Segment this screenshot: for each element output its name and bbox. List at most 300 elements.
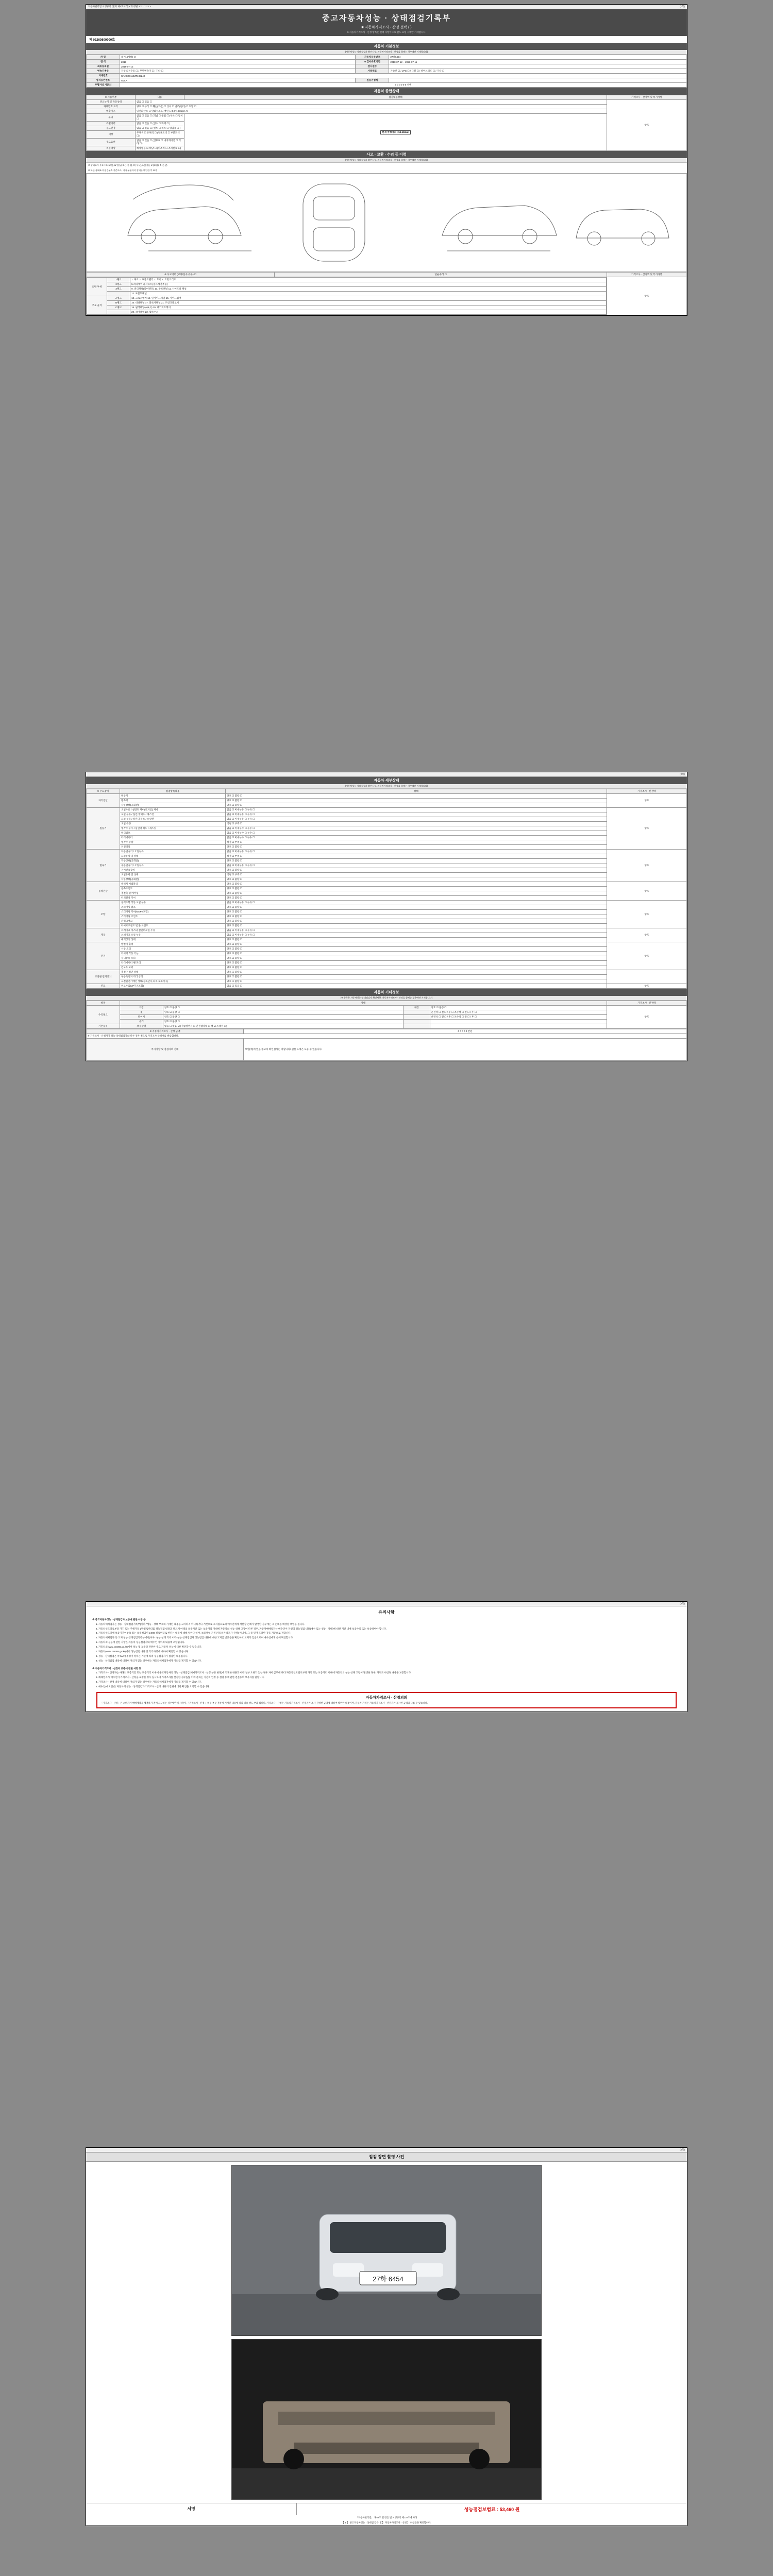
- detail-item-4-1: 스티어링 펌프: [120, 905, 226, 910]
- others-k1-2: 타이어: [120, 1015, 163, 1020]
- detail-item-5-2: 배력장치 상태: [120, 938, 226, 942]
- detail-state-7-1: 양호 ☐ 불량 ☐: [226, 975, 607, 979]
- table-row: [87, 863, 687, 868]
- accident-detail-table: [86, 272, 687, 315]
- detail-item-6-0: 발전기 출력: [120, 942, 226, 947]
- table-row: [87, 910, 687, 914]
- sheet-4: [86, 2147, 687, 2526]
- detail-group-3: 동력전달: [87, 882, 120, 901]
- detail-section-title: 자동차 세부상태: [86, 777, 687, 784]
- others-v1-4: 없음 ☐ 있음 ☑ (취급설명서 ☑ 안전삼각대 ☑ 잭 ☑ 스패너 ☑): [163, 1024, 404, 1029]
- table-row: [87, 836, 687, 840]
- overall-col-1: 내용: [136, 95, 184, 100]
- damage-parts-7: 20. 리어패널 22. 휠하우스: [130, 310, 607, 315]
- basic-label2-0: 자동차등록번호: [356, 55, 389, 60]
- detail-item-1-7: 냉각수 수량: [120, 840, 226, 845]
- basic-label2-1: ◈ 검사유효기간: [356, 60, 389, 64]
- damage-rank-table: [87, 277, 607, 315]
- table-row: [87, 914, 687, 919]
- table-row: [87, 306, 607, 310]
- detail-item-5-1: 브레이크 오일 누유: [120, 933, 226, 938]
- others-k2-1: [404, 1010, 430, 1015]
- detail-state-1-7: 적정 ☑ 부족 ☐: [226, 840, 607, 845]
- notice-1-item: 4. 자동차해체업자 등 고지/성능·상태점검기록부에서(이하 "성능·상태 기록 이력(성능·상태점검자 성능점검 내용에 대한 고지를 받았음을 확인하고 고지가 있음으로써 매수인에게 손해 확인합니다.: [98, 1636, 675, 1640]
- table-row: [87, 877, 687, 882]
- damage-parts-6: 18. 필러패널(A,B,C) 19. 패키지트레이: [130, 306, 607, 310]
- detail-state-5-1: 없음 ☑ 미세누유 ☐ 누유 ☐: [226, 933, 607, 938]
- table-row: [87, 952, 687, 956]
- detail-item-2-2: 작동상태(공회전): [120, 859, 226, 863]
- detail-item-4-0: 동력조향 작동 오일 누유: [120, 901, 226, 905]
- detail-item-4-3: 스티어링 조인트: [120, 914, 226, 919]
- table-row: [87, 975, 687, 979]
- detail-state-3-3: 양호 ☑ 불량 ☐: [226, 896, 607, 901]
- overall-mid-0: 없음 ☑ 있음 ☐: [136, 100, 607, 105]
- notice-2-item: 1. 가격조사 · 산정자는 아래의 보증기간 또는 보증거리 이내에 중고자동차의 성능 · 상태점검(매매가격조사 · 산정 부분 한정)에 기재한 내용과 아래 일부 오류가 있는 경우 차이 금액에 따라 자동차인도일로부터 가기 또는 보증거리 이내에 자동차의 성능·상태 고장이 발생한 경우, 가격조사/산정 내용을 보증합니다.: [98, 1671, 675, 1675]
- page-number-3: (3쪽): [680, 1602, 685, 1605]
- notice-1-item: 3. 자동차인도일에 보증기간이 (시) 있는 보증책임이 2,000 킬로미터로 한다는 내용에 대해서 한다 하여, 보증책임 근원(자동차가격조사·산정) 이내에, 그 중 먼저 도래한 것을 기준으로 정합니다.: [98, 1632, 675, 1635]
- detail-state-5-2: 양호 ☑ 불량 ☐: [226, 938, 607, 942]
- damage-rank-1: 2랭크: [107, 282, 130, 287]
- page-number-1: (1쪽): [680, 5, 685, 8]
- table-row: [87, 850, 687, 854]
- detail-item-8-0: 연료누출(LP가스포함): [120, 984, 226, 989]
- overall-col-0: ※ 사용여부: [87, 95, 136, 100]
- overall-mid-7: 없음 ☑ 있음 ☐ (선루프 ☐ 내비게이션 ☐ 기타 ☐): [136, 139, 184, 146]
- others-group-basic: 기본품목: [87, 1024, 120, 1029]
- overall-name-8: 리콜대상: [87, 146, 136, 151]
- footer-line-1: 「자동차관리법」 제58조 및 같은 법 시행규칙 제120조에 따라: [356, 2516, 417, 2519]
- detail-state-8-0: 없음 ☑ 있음 ☐: [226, 984, 607, 989]
- detail-state-1-4: 없음 ☑ 미세누수 ☐ 누수 ☐: [226, 826, 607, 831]
- detail-item-5-0: 브레이크 마스터 실린더오일 누유: [120, 928, 226, 933]
- detail-item-6-5: 윈도우 모터: [120, 965, 226, 970]
- table-row: [87, 799, 687, 803]
- page-number-4: (4쪽): [680, 2148, 685, 2151]
- detail-item-6-3: 실내송풍 모터: [120, 956, 226, 961]
- detail-group-0: 자기진단: [87, 794, 120, 808]
- accident-mid-title: 단순수리 ☐: [275, 273, 607, 277]
- detail-item-2-0: 자동변속기 / 오일누유: [120, 850, 226, 854]
- others-col-1: 상태: [120, 1001, 607, 1006]
- damage-rank-4: A랭크: [107, 296, 130, 301]
- odometer-digits: 0 0 0 0 0 0 선택: [120, 83, 687, 88]
- detail-col-3: 가격조사 · 산정액: [607, 789, 687, 794]
- table-row: [87, 919, 687, 924]
- others-col-2: 가격조사 · 산정액: [607, 1001, 687, 1006]
- detail-state-6-0: 양호 ☑ 불량 ☐: [226, 942, 607, 947]
- table-row: [87, 970, 687, 975]
- overall-mid-8: 해당없음 ☑ 해당 ☐ (미조치 ☐ 조치완료 ☐): [136, 146, 184, 151]
- table-row: [87, 965, 687, 970]
- redbox-body: 「가격조사 · 산정」은 소비자가 매매계약을 체결하기 전에 요구하는 경우에만 실시하며, 「가격조사 · 산정」 비용 부분 전문에 기재된 내용에 따라 비용 별도 부과 됩니다. 가격조사 · 산정은 자동차가격조사 · 산정자가 조사·산정한 금액에 대하여 확인한 내용이며, 자동차 가격은 자동차가격조사 · 산정자가 제시한 금액과 다를 수 있습니다.: [100, 1701, 428, 1704]
- detail-item-2-3: 수동변속기 / 오일누유: [120, 863, 226, 868]
- notice-1-item: 9. 성능 · 상태점검 내용에 대하여 이의가 있는 경우에는 자동차해체업자에게 이의를 제기할 수 있습니다.: [98, 1659, 675, 1663]
- table-row: [87, 60, 687, 64]
- detail-col-0: ※ 주요장치: [87, 789, 120, 794]
- detail-item-1-6: 라디에이터: [120, 836, 226, 840]
- notice-list-2: [98, 1671, 675, 1689]
- basic-value-5: G3LA: [120, 78, 356, 83]
- detail-state-4-1: 양호 ☑ 불량 ☐: [226, 905, 607, 910]
- damage-group-0: 외판 부위: [87, 278, 107, 296]
- table-row: [87, 873, 687, 877]
- basic-section-title: 자동차 기본정보: [86, 43, 687, 50]
- detail-item-1-8: 커먼레일: [120, 845, 226, 850]
- vehicle-photo-underbody: [231, 2339, 542, 2500]
- damage-group-1: 주요 골격: [87, 296, 107, 315]
- document-number: 제 02260800900호: [86, 36, 687, 43]
- detail-state-2-1: 적정 ☑ 부족 ☐: [226, 854, 607, 859]
- table-row: [87, 859, 687, 863]
- detail-item-6-1: 시동 모터: [120, 947, 226, 952]
- basic-label-0: 차 명: [87, 55, 120, 60]
- remarks-label: 특기사항 및 점검자의 견해: [87, 1039, 244, 1061]
- table-row: [87, 74, 687, 78]
- basic-label2-3: 사용연료: [356, 69, 389, 74]
- others-k2-3: [404, 1020, 430, 1024]
- detail-item-6-2: 와이퍼 작동 기능: [120, 952, 226, 956]
- overall-mid-3: 없음 ☑ 있음 ☐ (적법 ☐ 불법 ☐) 구조 ☐ 장치 ☐: [136, 114, 184, 122]
- price-survey-request-box: [96, 1692, 677, 1708]
- signature-label: 서명: [86, 2503, 297, 2515]
- table-row: [87, 282, 607, 287]
- detail-state-1-3: 적정 ☑ 부족 ☐: [226, 822, 607, 826]
- notice-2-item: 3. 가격조사 · 산정 내용에 대하여 이의가 있는 경우에는 자동차해체업자에게 이의를 제기할 수 있습니다.: [98, 1681, 675, 1684]
- detail-item-7-2: 고전원전기배선 상태(접속단자,피복,보호기구): [120, 979, 226, 984]
- others-col-0: 항목: [87, 1001, 120, 1006]
- document-title: 중고자동차성능 · 상태점검기록부: [322, 14, 451, 23]
- notice-2-item: 2. 해체업자가 매수인이 가격조사 · 산정을 요청한 경우 실시하며 가격조사를 산정한 경우(단), 이에 준하는 기관의 인정 등 점검 등에 관한 전문능력 보유자를 말합니다.: [98, 1676, 675, 1680]
- table-row: [87, 942, 687, 947]
- damage-rank-6: C랭크: [107, 306, 130, 310]
- damage-parts-3: 12. 프론트패널: [130, 292, 607, 296]
- table-row: [87, 845, 687, 850]
- detail-state-3-0: 양호 ☑ 불량 ☐: [226, 882, 607, 887]
- others-section-title: 자동차 기타정보: [86, 989, 687, 996]
- detail-price-8: 양호: [607, 984, 687, 989]
- notice-1-item: 8. 성능 · 상태점검은 국토교통부령이 정하는 기준에 따라 성능점검자가 점검한 내용입니다.: [98, 1655, 675, 1658]
- detail-item-2-5: 오일유량 및 상태: [120, 873, 226, 877]
- damage-rank-5: B랭크: [107, 301, 130, 306]
- license-plate-text: 27하 6454: [373, 2275, 404, 2283]
- detail-state-3-2: 양호 ☑ 불량 ☐: [226, 891, 607, 896]
- detail-item-1-2: 오일 누유 / 실린더 블록 / 오일팬: [120, 817, 226, 822]
- others-k2-4: [404, 1024, 430, 1029]
- overall-name-3: 튜닝: [87, 114, 136, 122]
- notice-1-item: 7. 자동차(www.car365.go.kr)에서 성능점검 내용 및 특기사항에 대하여 확인할 수 있습니다.: [98, 1650, 675, 1654]
- table-row: [87, 887, 687, 891]
- overall-mid-1: 양호 ☑ 부식 ☐ 훼손(오손) ☐ 상이 ☐ 변조(변타) ☐ 도말 ☐: [136, 105, 607, 109]
- basic-value2-2: [389, 64, 687, 69]
- table-row: [87, 817, 687, 822]
- basic-label-4: 차대번호: [87, 74, 120, 78]
- remarks-text: 보험(에)에 있을/중고차 확인검사는 바랍니다! 권한 도게은 모등 수 있습니다!: [244, 1039, 687, 1061]
- detail-item-1-0: 오일누유 / 실린더 커버(로커암) 커버: [120, 808, 226, 812]
- detail-state-2-6: 양호 ☑ 불량 ☐: [226, 877, 607, 882]
- detail-item-4-5: 타이로드엔드 및 볼 조인트: [120, 924, 226, 928]
- table-row: [87, 822, 687, 826]
- detail-group-5: 제동: [87, 928, 120, 942]
- form-reference: 자동차관리법 시행규칙 [별지 제5호서식] <개 정판 2021.7.13.>: [88, 5, 151, 8]
- basic-section-note: (자동차성능·상태점검자 확인사항, 자동차가격조사 · 산정을 함께는 경우에만 기재합니다): [86, 50, 687, 55]
- basic-value2-5: [389, 78, 687, 83]
- odometer-note: [184, 114, 607, 151]
- overall-col-3: 가격조사 · 산정액 및 특기사항: [607, 95, 687, 100]
- overall-mid-5: 없음 ☑ 있음 ☐ (렌트 ☐ 리스 ☐ 영업용 ☐ ): [136, 126, 184, 131]
- table-row: [87, 1020, 687, 1024]
- others-k1-0: 외장: [120, 1006, 163, 1010]
- table-row: [87, 896, 687, 901]
- damage-parts-1: 5.라디에이터 서포트(볼트체결부품): [130, 282, 607, 287]
- damage-parts-5: 16. 대쉬패널 17. 플로어패널 21. 트렁크플로어: [130, 301, 607, 306]
- photo-section-title: 점검 장면 촬영 사진: [86, 2153, 687, 2162]
- detail-state-2-4: 양호 ☑ 불량 ☐: [226, 868, 607, 873]
- basic-value-0: 레이(4세대) ②: [120, 55, 356, 60]
- car-damage-diagram: [86, 173, 687, 272]
- sheet1-topbar: [86, 5, 687, 9]
- detail-state-6-2: 양호 ☑ 불량 ☐: [226, 952, 607, 956]
- overall-name-5: 용도변경: [87, 126, 136, 131]
- damage-rank-0: 1랭크: [107, 278, 130, 282]
- sheet-1: [86, 4, 687, 316]
- table-row: [87, 938, 687, 942]
- damage-parts-4: 13. 크로스멤버 14. 인사이드패널 15. 사이드멤버: [130, 296, 607, 301]
- basic-label2-2: 검사원수: [356, 64, 389, 69]
- detail-state-4-0: 없음 ☑ 미세누유 ☐ 누유 ☐: [226, 901, 607, 905]
- table-row: [87, 69, 687, 74]
- table-row: [87, 891, 687, 896]
- others-v1-2: 양호 ☑ 불량 ☐: [163, 1015, 404, 1020]
- table-row: [87, 1006, 687, 1010]
- notice-list-1: [98, 1623, 675, 1663]
- basic-label-5: 형식승인번호: [87, 78, 120, 83]
- detail-state-table: [86, 789, 687, 989]
- detail-group-6: 전기: [87, 942, 120, 970]
- detail-state-7-0: 양호 ☐ 불량 ☐: [226, 970, 607, 975]
- others-v1-0: 양호 ☑ 불량 ☐: [163, 1006, 404, 1010]
- footer-line-2: 【 Y 】 중고자동차성능 · 상태점 검은 【 】 자동차가격조사 · 산정 】 하였음을 확인합니다.: [342, 2521, 431, 2524]
- others-k1-1: 휠: [120, 1010, 163, 1015]
- detail-price-3: 양호: [607, 882, 687, 901]
- basic-label-3: 변속기종류: [87, 69, 120, 74]
- notice-1-item: 2. 자동차인도일로부터 가기 또는 주행거리 2만킬로미터를 성능점검 내용과 다르게 아래의 보증기간 또는 보증거리 이내에 자동차의 성능·상태 고장이 다른 경우, 자동차매매업자는 매수인이 자신의 성능점검 내용(매수 또는 성능 · 상태)에 대한 기간 내에 보증수리 또는 보상하여야 합니다.: [98, 1628, 675, 1631]
- damage-rank-2: 3랭크: [107, 287, 130, 292]
- detail-price-5: 양호: [607, 928, 687, 942]
- table-row: [87, 100, 687, 105]
- table-row: [87, 933, 687, 938]
- overall-table: [86, 95, 687, 151]
- others-v2-2: 운전석 ☐ 전 ☐ / 후 ☐ 조수석 ☐ 전 ☐ / 후 ☐: [430, 1015, 607, 1020]
- others-body: [87, 1006, 687, 1029]
- others-section-note: (※ 항목은 자동차성능·상태점검자 확인사항, 자동차가격조사 · 산정을 함께는 경우에만 기재합니다): [86, 996, 687, 1001]
- basic-value2-3: 가솔린 ☑ / LPG ☐ / 디젤 ☐ / 하이브리드 ☐ / 기타 ☐: [389, 69, 687, 74]
- detail-state-6-1: 양호 ☑ 불량 ☐: [226, 947, 607, 952]
- detail-state-4-4: 양호 ☑ 불량 ☐: [226, 919, 607, 924]
- notice-1-item: 6. 자동차의(wwu.car365.go.kr)에서 성능 및 보증과 관련한 주요 자동차 성능에 대한 확인할 수 있습니다.: [98, 1646, 675, 1649]
- overall-mid-4: 없음 ☑ 있음 ☐ (침수 ☐ 화재 ☐ ): [136, 122, 184, 126]
- accident-right-title: 가격조사 · 산정액 및 특기사항: [607, 273, 687, 277]
- document-header-note: ※ 자동차가격조사 · 산정 항목은 선택 사항이므로 별도 요청 시에만 기재합니다.: [347, 31, 426, 33]
- overall-mid-2: 일산화탄소 ☐ 탄화수소 ☐ 매연 ☐ 0.7% 10ppm %: [136, 109, 607, 114]
- table-row: [87, 105, 687, 109]
- damage-parts-0: 1. 후드 2. 프론트펜더 3. 도어 4. 트렁크리드: [130, 278, 607, 282]
- detail-state-5-0: 없음 ☑ 미세누유 ☐ 누유 ☐: [226, 928, 607, 933]
- table-row: [87, 64, 687, 69]
- detail-item-0-2: 작동상태(공회전): [120, 803, 226, 808]
- table-row: [87, 83, 687, 88]
- detail-state-3-1: 양호 ☑ 불량 ☐: [226, 887, 607, 891]
- detail-item-3-3: 디퍼렌셜 기어: [120, 896, 226, 901]
- table-row: [87, 808, 687, 812]
- overall-name-6: 색상: [87, 131, 136, 139]
- overall-name-1: 자체번호 표기: [87, 105, 136, 109]
- table-row: [87, 984, 687, 989]
- table-row: [87, 905, 687, 910]
- table-row: [87, 979, 687, 984]
- table-row: [87, 831, 687, 836]
- table-row: [87, 803, 687, 808]
- basic-value2-0: 27하6454: [389, 55, 687, 60]
- detail-item-2-1: 오일유량 및 상태: [120, 854, 226, 859]
- vehicle-photo-front: [231, 2165, 542, 2336]
- table-row: [87, 1029, 687, 1034]
- detail-item-1-3: 오일 유량: [120, 822, 226, 826]
- detail-col-2: 상태: [226, 789, 607, 794]
- sheet-3: [86, 1601, 687, 1712]
- detail-state-0-2: 양호 ☑ 불량 ☐: [226, 803, 607, 808]
- basic-label-6: 주행거리 기준치: [87, 83, 120, 88]
- detail-item-3-0: 클러치 어셈블리: [120, 882, 226, 887]
- document-header: [86, 9, 687, 36]
- detail-item-2-4: 기어변속장치: [120, 868, 226, 873]
- document-subtitle: ■ 자동차가격조사 · 산정 선택 ( ): [361, 26, 412, 29]
- detail-state-4-2: 양호 ☑ 불량 ☐: [226, 910, 607, 914]
- basic-value-3: 자동 ☑ / 수동 ☐ / 무단변속기 ☐ / 기타 ☐: [120, 69, 356, 74]
- detail-state-2-0: 없음 ☑ 미세누유 ☐ 누유 ☐: [226, 850, 607, 854]
- damage-parts-2: 9. 쿼터패널(리어펜더) 10. 루프패널 11. 사이드실 패널: [130, 287, 607, 292]
- accident-legend-1: ※ 상태표시 부호 : X (교환), W (판금 또는 용접), C (부식), A (흠집), U (요철), T (손상): [88, 164, 167, 166]
- table-row: [87, 301, 607, 306]
- basic-label2-5: 원동기형식: [356, 78, 389, 83]
- accident-left-title: ※ 사고이력 (교차/침수 유무) ☐: [87, 273, 275, 277]
- accident-section-title: 사고 · 교환 · 수리 등 이력: [86, 151, 687, 158]
- detail-state-0-1: 양호 ☑ 불량 ☐: [226, 799, 607, 803]
- table-row: [87, 277, 687, 315]
- detail-state-6-4: 양호 ☑ 불량 ☐: [226, 961, 607, 965]
- detail-group-2: 변속기: [87, 850, 120, 882]
- basic-label-1: 연 식: [87, 60, 120, 64]
- sheet2-topbar: [86, 772, 687, 777]
- basic-info-table: [86, 55, 687, 88]
- table-row: [87, 961, 687, 965]
- detail-state-1-5: 없음 ☑ 미세누수 ☐ 누수 ☐: [226, 831, 607, 836]
- table-row: [87, 287, 607, 292]
- table-row: [87, 1010, 687, 1015]
- table-row: [87, 292, 607, 296]
- table-row: [87, 1039, 687, 1061]
- detail-item-3-2: 추진축 및 베어링: [120, 891, 226, 896]
- basic-value-2: 2018-07-12: [120, 64, 356, 69]
- overall-right-note: 양호: [607, 100, 687, 151]
- detail-price-0: 양호: [607, 794, 687, 808]
- others-group-repair: 수리필요: [87, 1006, 120, 1024]
- table-row: [87, 840, 687, 845]
- table-row: [87, 109, 687, 114]
- price-note: ※ 가격조사 · 산정자가 성능·상태점검자와 다른 경우 별도로 가격조사·산정서를 발급합니다.: [87, 1034, 687, 1039]
- detail-item-0-0: 원동기: [120, 794, 226, 799]
- table-row: [87, 854, 687, 859]
- table-row: [87, 1024, 687, 1029]
- sheet-2: [86, 772, 687, 1061]
- table-row: [87, 947, 687, 952]
- notice-title: 유의사항: [378, 1610, 395, 1615]
- table-row: [87, 55, 687, 60]
- detail-state-1-8: 양호 ☑ 불량 ☐: [226, 845, 607, 850]
- detail-section-note: (자동차성능·상태점검자 확인사항, 자동차가격조사 · 산정을 함께는 경우에만 기재합니다): [86, 784, 687, 789]
- notice-1-item: 1. 자동차해체업자는 성능 · 상태점검기록부(이하 "성능 · 상태 부호의 기재된 내용을 고지하지 아니하거나 거짓으로 고지됨으로써 매수인에게 재산상 손해가 발생한 경우에는 그 손해를 배상할 책임을 집니다.: [98, 1623, 675, 1626]
- table-row: [87, 296, 607, 301]
- detail-body: [87, 794, 687, 989]
- detail-price-4: 양호: [607, 901, 687, 928]
- others-price: 양호: [607, 1006, 687, 1029]
- detail-item-7-0: 충전구 절연 상태: [120, 970, 226, 975]
- overall-name-2: 배출가스: [87, 109, 136, 114]
- page-number-2: (2쪽): [680, 773, 685, 775]
- basic-value-1: 2018: [120, 60, 356, 64]
- price-title: ※ 자동차가격조사 · 산정 금액: [87, 1029, 244, 1034]
- others-table: [86, 1001, 687, 1029]
- notice-1-item: 5. 자동차의 성능에 관한 사항은 자동차 성능점검자와 매수인 사이의 내용에 포함됩니다.: [98, 1641, 675, 1645]
- table-row: [87, 956, 687, 961]
- price-value: 0 0 0 0 0 만원: [244, 1029, 687, 1034]
- detail-state-1-0: 없음 ☑ 미세누유 ☐ 누유 ☐: [226, 808, 607, 812]
- detail-item-2-6: 작동상태(공회전): [120, 877, 226, 882]
- others-k1-3: 유리: [120, 1020, 163, 1024]
- odometer-value: 현재 주행거리 : 53,959km: [380, 130, 411, 134]
- table-row: [87, 114, 687, 122]
- detail-state-1-2: 없음 ☑ 미세누유 ☐ 누유 ☐: [226, 817, 607, 822]
- notice-sub-2: ※ 자동차가격조사 · 산정자 보증에 관한 사항 등: [92, 1667, 141, 1670]
- table-row: [87, 812, 687, 817]
- detail-state-6-5: 양호 ☑ 불량 ☐: [226, 965, 607, 970]
- sheet4-topbar: [86, 2148, 687, 2153]
- others-k1-4: 보유상태: [120, 1024, 163, 1029]
- car-diagram-svg: [87, 174, 684, 269]
- detail-price-7: [607, 970, 687, 984]
- detail-item-1-1: 오일 누유 / 실린더 헤드 / 개스킷: [120, 812, 226, 817]
- table-row: [87, 794, 687, 799]
- table-row: [87, 1015, 687, 1020]
- inspection-insurance-fee: 성능점검보험료 : 53,460 원: [464, 2507, 520, 2512]
- overall-col-2: 점검내용상태: [184, 95, 607, 100]
- detail-state-4-5: 양호 ☑ 불량 ☐: [226, 924, 607, 928]
- redbox-title: 자동차가격조사 · 산정의뢰: [365, 1696, 408, 1700]
- accident-legend-2: ※ 하단 상태표시 점검부호 기준으로, 기타 부품까지 상태를 확인한 후 표기: [88, 169, 157, 172]
- overall-name-7: 주요옵션: [87, 139, 136, 146]
- others-v1-3: 양호 ☑ 불량 ☐: [163, 1020, 404, 1024]
- detail-state-2-2: 양호 ☑ 불량 ☐: [226, 859, 607, 863]
- detail-price-2: 양호: [607, 850, 687, 882]
- accident-right-value: 양호: [607, 277, 687, 315]
- detail-item-7-1: 구동축전지 격리 상태: [120, 975, 226, 979]
- overall-mid-6: 무채색 ☑ 유채색 ☐ (전체도색 ☐ 부분도색 ☐): [136, 131, 184, 139]
- notice-sub-1: ※ 중고자동차성능 · 상태점검자 보증에 관한 사항 등: [92, 1618, 146, 1621]
- basic-value-4: KNACJB11BJT185240: [120, 74, 687, 78]
- basic-value2-1: 2018-07-12 ~ 2026-07-11: [389, 60, 687, 64]
- detail-state-1-1: 없음 ☑ 미세누유 ☐ 누유 ☐: [226, 812, 607, 817]
- detail-item-4-2: 스티어링 기어(MDPS포함): [120, 910, 226, 914]
